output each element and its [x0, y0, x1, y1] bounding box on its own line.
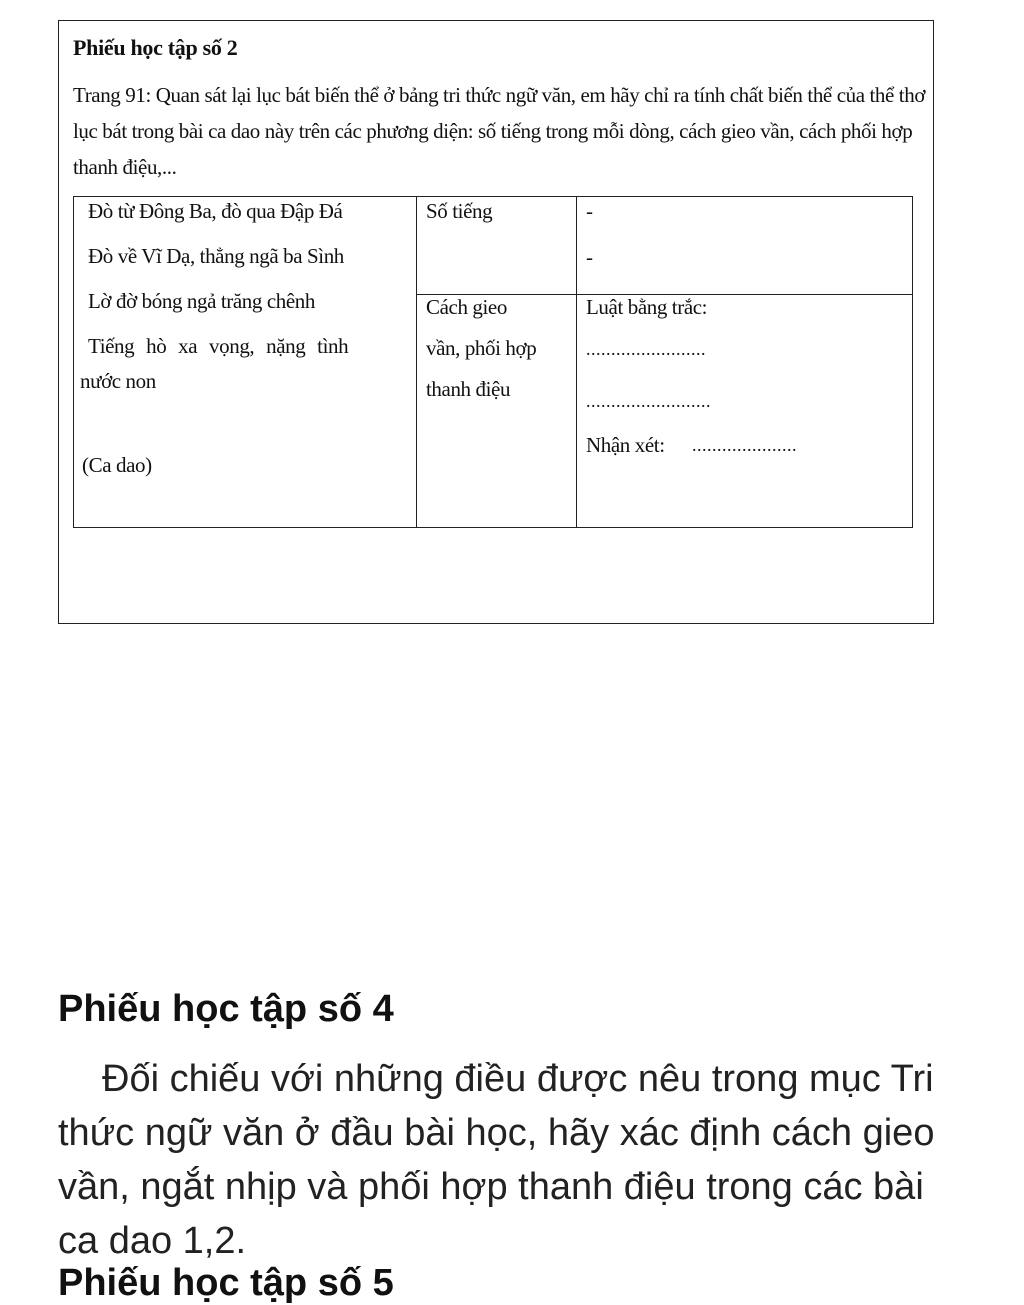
- poem-source: (Ca dao): [82, 453, 152, 477]
- tone-rule-blank-2: .........................: [586, 391, 711, 411]
- worksheet-4-paragraph: Đối chiếu với những điều được nêu trong mục Tri thức ngữ văn ở đầu bài học, hãy xác định cách gieo vần, ngắt nhịp và phối hợp thanh điệu trong các bài ca dao 1,2.: [58, 1058, 935, 1262]
- rhyme-label-line-1: Cách gieo: [426, 295, 507, 319]
- syllable-count-value-1: -: [586, 199, 593, 223]
- table-column-divider: [576, 197, 577, 527]
- worksheet-4-body: [58, 1052, 958, 1268]
- poem-line-4: Tiếng hò xa vọng, nặng tình: [88, 334, 349, 358]
- table-column-divider: [416, 197, 417, 527]
- worksheet-2-title: Phiếu học tập số 2: [73, 35, 238, 60]
- poem-line-1: Đò từ Đông Ba, đò qua Đập Đá: [88, 199, 343, 223]
- comment-label: Nhận xét:: [586, 433, 665, 457]
- worksheet-2-prompt: Trang 91: Quan sát lại lục bát biến thể ở bảng tri thức ngữ văn, em hãy chỉ ra tính chất biến thể của thể thơ lục bát trong bài ca dao này trên các phương diện: số tiếng trong mỗi dòng, cách gieo vần, cách phối hợp thanh điệu,...: [73, 83, 926, 179]
- worksheet-4-title: Phiếu học tập số 4: [58, 988, 394, 1030]
- poem-line-2: Đò về Vĩ Dạ, thẳng ngã ba Sình: [88, 244, 344, 268]
- tone-rule-label: Luật bằng trắc:: [586, 295, 708, 319]
- rhyme-label-line-2: vần, phối hợp: [426, 336, 537, 360]
- rhyme-label-line-3: thanh điệu: [426, 377, 511, 401]
- tone-rule-blank-1: ........................: [586, 339, 706, 359]
- poem-line-5: nước non: [80, 369, 156, 393]
- worksheet-5-title-partial: Phiếu học tập số 5: [58, 1262, 394, 1304]
- worksheet-2-box: [58, 20, 934, 624]
- syllable-count-value-2: -: [586, 245, 593, 269]
- comment-blank: .....................: [692, 435, 797, 455]
- syllable-count-label: Số tiếng: [426, 199, 493, 223]
- poem-line-3: Lờ đờ bóng ngả trăng chênh: [88, 289, 315, 313]
- poem-analysis-table: [73, 196, 913, 528]
